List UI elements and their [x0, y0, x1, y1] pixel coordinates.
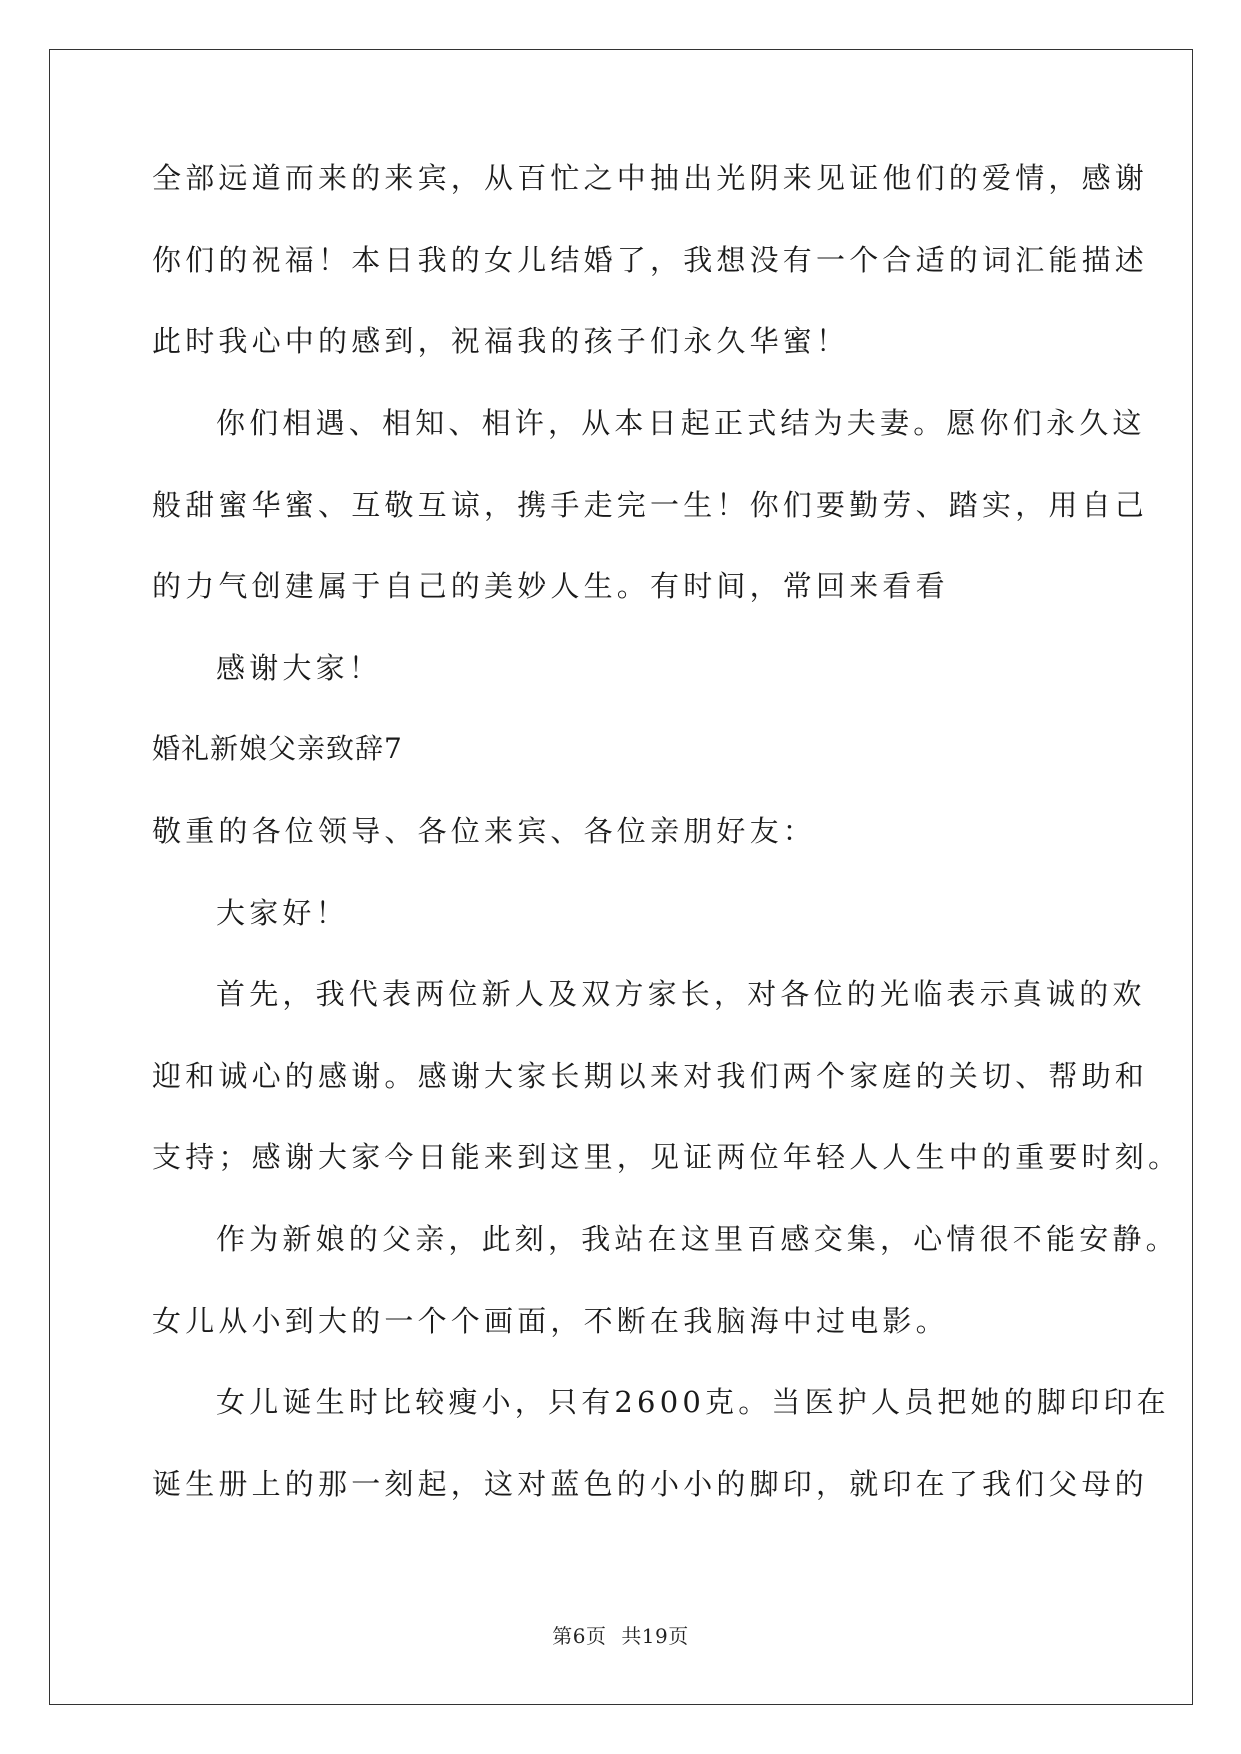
page-footer	[0, 1624, 1241, 1648]
paragraph-line: 女儿诞生时比较瘦小，只有2600克。当医护人员把她的脚印印在	[216, 1385, 1170, 1419]
paragraph-line: 作为新娘的父亲，此刻，我站在这里百感交集，心情很不能安静。	[216, 1222, 1179, 1256]
paragraph-line: 般甜蜜华蜜、互敬互谅，携手走完一生！你们要勤劳、踏实，用自己	[152, 488, 1149, 522]
paragraph-line: 感谢大家！	[216, 651, 383, 685]
paragraph-line: 首先，我代表两位新人及双方家长，对各位的光临表示真诚的欢	[216, 977, 1146, 1011]
page-border	[49, 49, 1193, 1705]
paragraph-line: 诞生册上的那一刻起，这对蓝色的小小的脚印，就印在了我们父母的	[152, 1467, 1149, 1501]
paragraph-line: 支持；感谢大家今日能来到这里，见证两位年轻人人生中的重要时刻。	[152, 1140, 1182, 1174]
section-heading: 婚礼新娘父亲致辞7	[152, 732, 403, 765]
paragraph-line: 你们的祝福！本日我的女儿结婚了，我想没有一个合适的词汇能描述	[152, 243, 1149, 277]
paragraph-line: 此时我心中的感到，祝福我的孩子们永久华蜜！	[152, 324, 850, 358]
page-total: 共19页	[621, 1624, 689, 1648]
salutation: 敬重的各位领导、各位来宾、各位亲朋好友：	[152, 814, 817, 848]
paragraph-line: 的力气创建属于自己的美妙人生。有时间，常回来看看	[152, 569, 949, 603]
paragraph-line: 你们相遇、相知、相许，从本日起正式结为夫妻。愿你们永久这	[216, 406, 1146, 440]
paragraph-line: 女儿从小到大的一个个画面，不断在我脑海中过电影。	[152, 1304, 949, 1338]
paragraph-line: 迎和诚心的感谢。感谢大家长期以来对我们两个家庭的关切、帮助和	[152, 1059, 1149, 1093]
paragraph-line: 全部远道而来的来宾，从百忙之中抽出光阴来见证他们的爱情，感谢	[152, 161, 1149, 195]
page-number: 第6页	[552, 1624, 607, 1648]
greeting: 大家好！	[216, 896, 349, 930]
